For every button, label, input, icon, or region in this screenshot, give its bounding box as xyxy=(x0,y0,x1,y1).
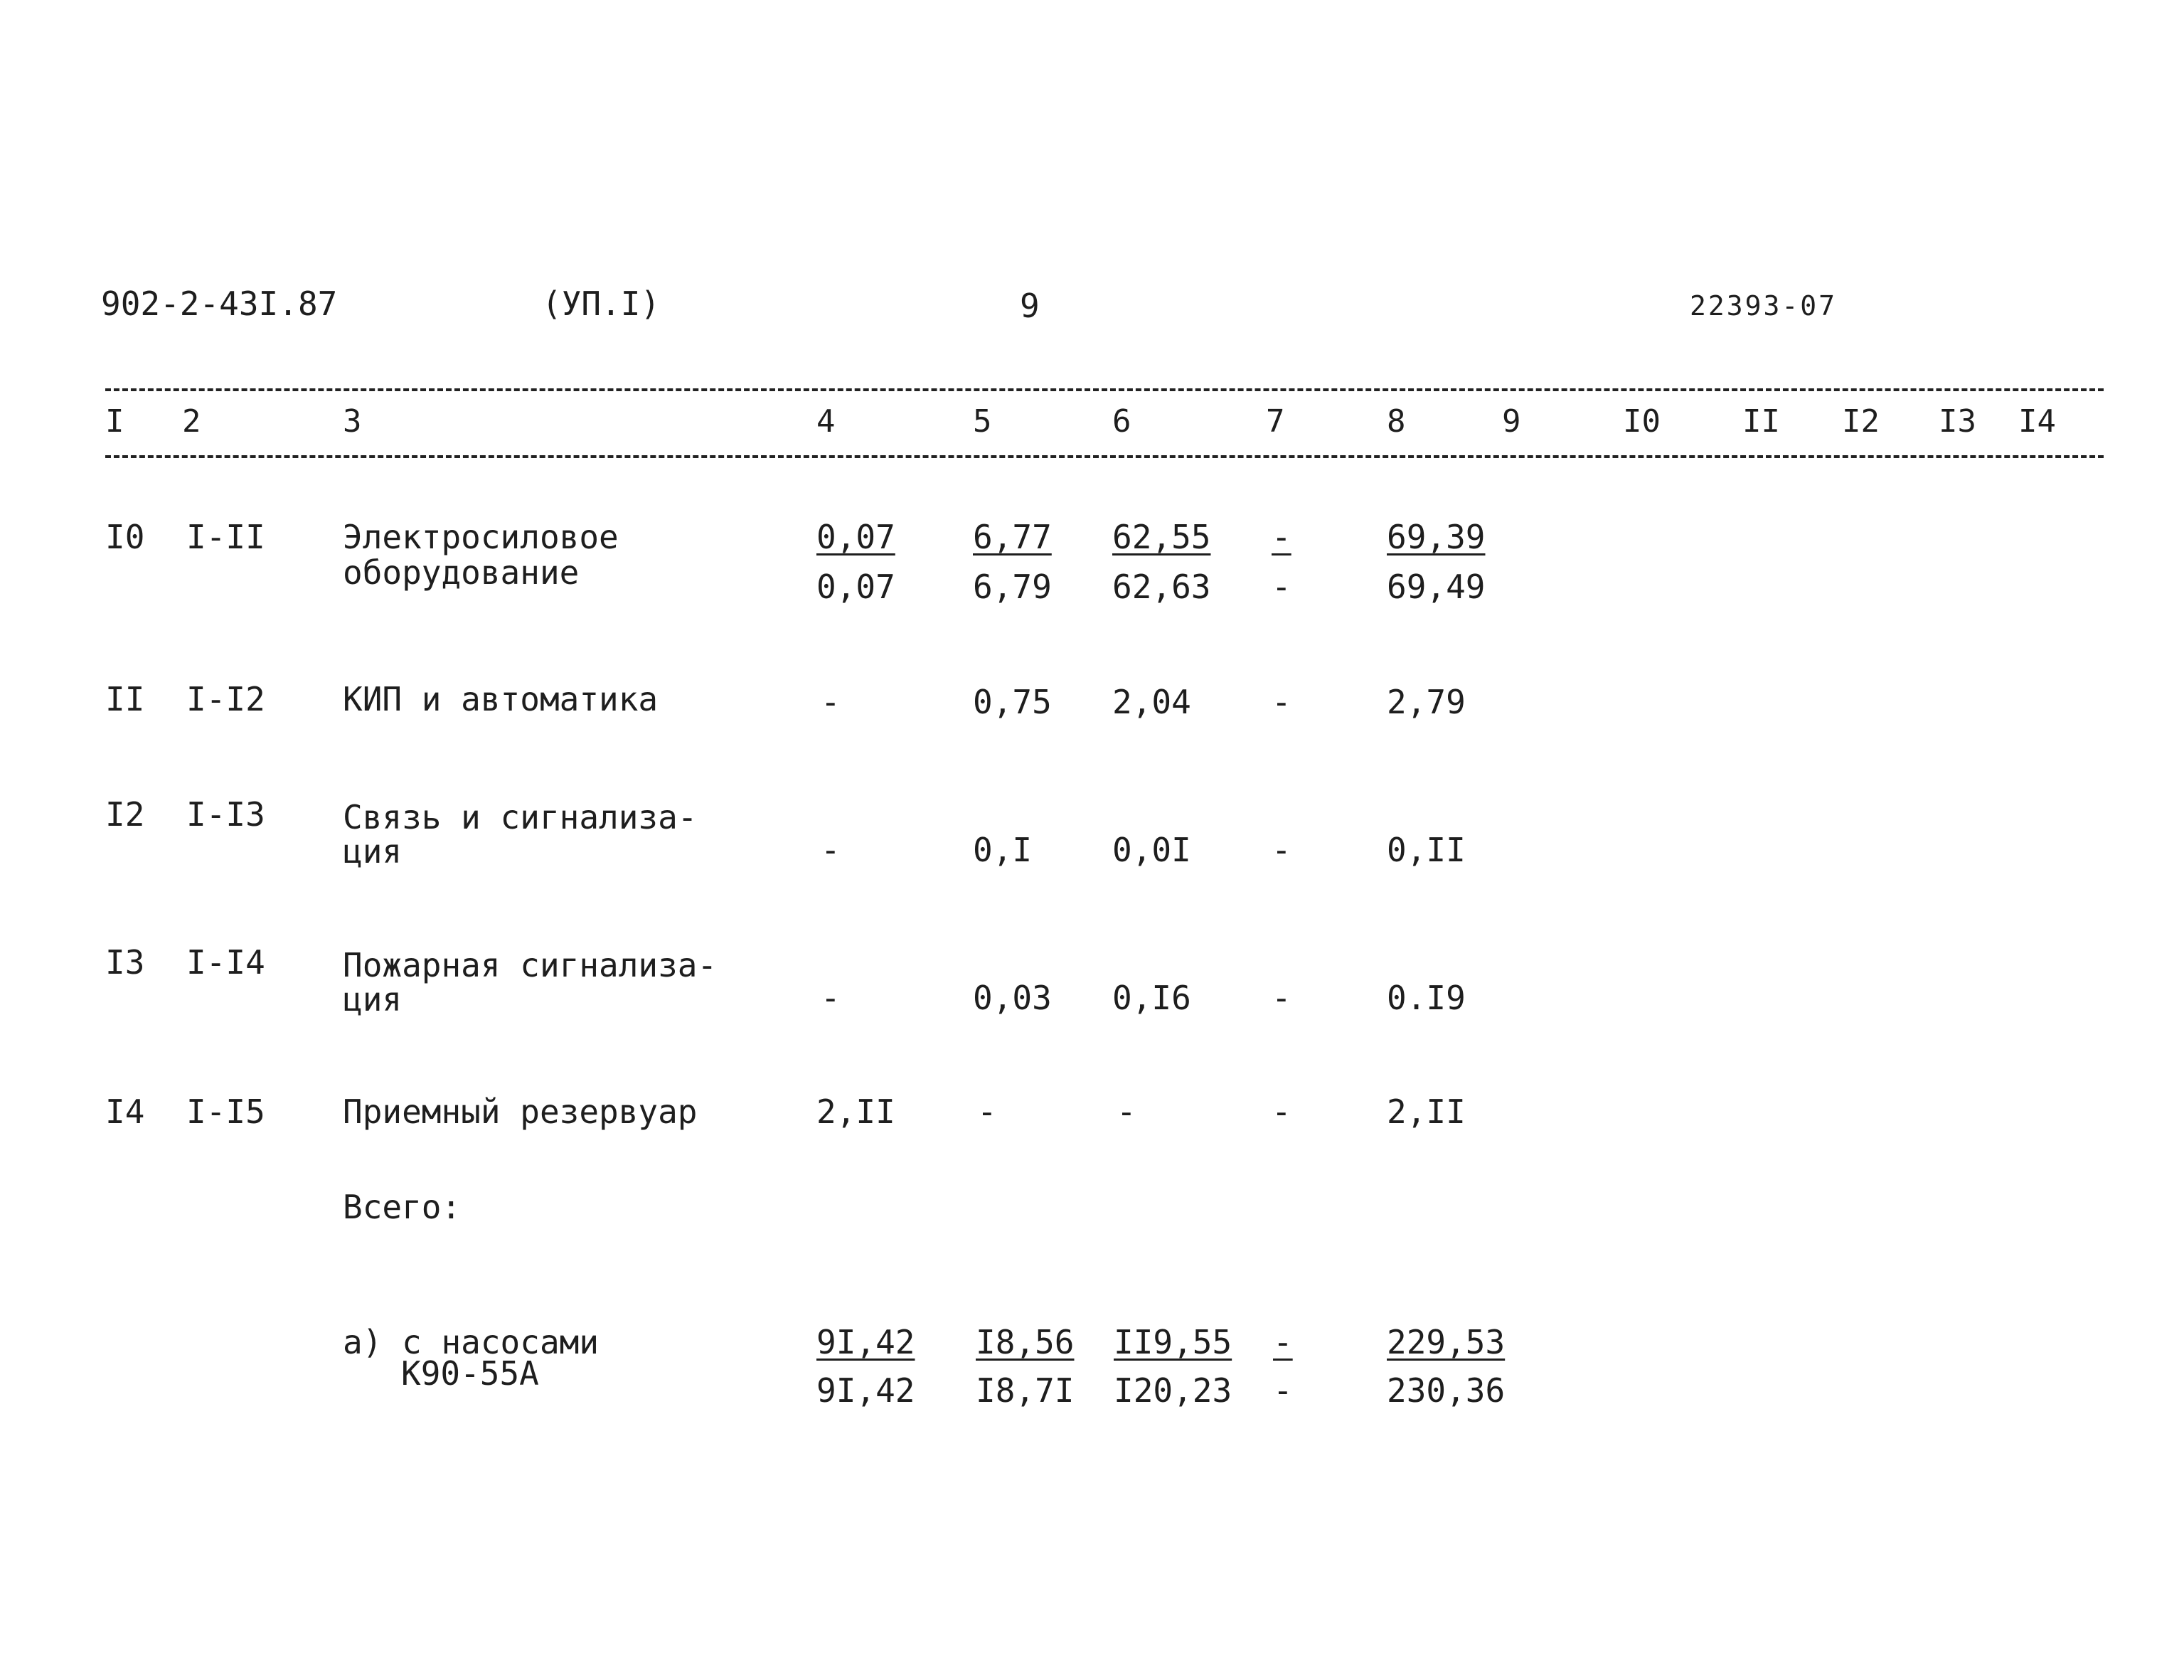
total-label: Всего: xyxy=(343,1188,462,1226)
cell-col6: 0,I6 xyxy=(1112,979,1191,1017)
header-rule-top xyxy=(105,388,2104,391)
section-label: (УП.I) xyxy=(542,285,661,323)
cell-col7: - xyxy=(1272,831,1291,869)
column-header-5: 5 xyxy=(973,403,992,440)
total-subitem-line1: а) с насосами xyxy=(343,1323,600,1361)
total-col4-top: 9I,42 xyxy=(816,1323,915,1361)
cell-col4: - xyxy=(821,831,841,869)
row-name-line1: Приемный резервуар xyxy=(343,1092,698,1131)
total-col8-bottom: 230,36 xyxy=(1387,1371,1506,1410)
column-header-7: 7 xyxy=(1266,403,1285,440)
document-code: 902-2-43I.87 xyxy=(101,285,338,323)
cell-col6-bottom: 62,63 xyxy=(1112,568,1211,606)
cell-col4: - xyxy=(821,979,841,1017)
column-header-14: I4 xyxy=(2018,403,2056,440)
column-header-1: I xyxy=(105,403,124,440)
document-number: 22393-07 xyxy=(1690,290,1838,321)
row-name-line1: Пожарная сигнализа- xyxy=(343,946,718,984)
row-code: I-I2 xyxy=(186,680,265,718)
total-col7-bottom: - xyxy=(1273,1371,1293,1410)
column-header-4: 4 xyxy=(816,403,836,440)
row-name-line2: ция xyxy=(343,980,403,1019)
column-header-13: I3 xyxy=(1939,403,1976,440)
total-col5-bottom: I8,7I xyxy=(976,1371,1075,1410)
cell-col8-top: 69,39 xyxy=(1387,518,1486,556)
cell-col7: - xyxy=(1272,1092,1291,1131)
total-col5-top: I8,56 xyxy=(976,1323,1075,1361)
cell-col6: 0,0I xyxy=(1112,831,1191,869)
row-name-line1: КИП и автоматика xyxy=(343,680,659,718)
column-header-2: 2 xyxy=(182,403,201,440)
cell-col5: - xyxy=(977,1092,997,1131)
cell-col6: 2,04 xyxy=(1112,683,1191,721)
row-code: I-I5 xyxy=(186,1092,265,1131)
cell-col5: 0,I xyxy=(973,831,1033,869)
row-number: I0 xyxy=(105,518,145,556)
cell-col8: 0,II xyxy=(1387,831,1466,869)
cell-col8: 2,79 xyxy=(1387,683,1466,721)
row-number: I2 xyxy=(105,795,145,834)
cell-col4: 2,II xyxy=(816,1092,895,1131)
row-code: I-I3 xyxy=(186,795,265,834)
cell-col4-bottom: 0,07 xyxy=(816,568,895,606)
cell-col8: 0.I9 xyxy=(1387,979,1466,1017)
cell-col4-top: 0,07 xyxy=(816,518,895,556)
cell-col5: 0,75 xyxy=(973,683,1052,721)
cell-col6: - xyxy=(1117,1092,1136,1131)
cell-col6-top: 62,55 xyxy=(1112,518,1211,556)
column-header-9: 9 xyxy=(1502,403,1521,440)
total-subitem-line2: К90-55А xyxy=(401,1354,539,1393)
total-col4-bottom: 9I,42 xyxy=(816,1371,915,1410)
row-name-line1: Электросиловое xyxy=(343,518,619,556)
column-header-12: I2 xyxy=(1842,403,1880,440)
total-col7-top: - xyxy=(1273,1323,1293,1361)
row-code: I-II xyxy=(186,518,265,556)
cell-col8: 2,II xyxy=(1387,1092,1466,1131)
column-header-3: 3 xyxy=(343,403,362,440)
cell-col4: - xyxy=(821,683,841,721)
cell-col7-bottom: - xyxy=(1272,568,1291,606)
page-number: 9 xyxy=(1020,287,1040,325)
cell-col8-bottom: 69,49 xyxy=(1387,568,1486,606)
column-header-8: 8 xyxy=(1387,403,1406,440)
column-header-10: I0 xyxy=(1623,403,1661,440)
cell-col5: 0,03 xyxy=(973,979,1052,1017)
row-number: II xyxy=(105,680,145,718)
row-name-line2: ция xyxy=(343,832,403,871)
cell-col5-bottom: 6,79 xyxy=(973,568,1052,606)
cell-col7: - xyxy=(1272,979,1291,1017)
column-header-11: II xyxy=(1742,403,1780,440)
column-header-6: 6 xyxy=(1112,403,1131,440)
cell-col7: - xyxy=(1272,683,1291,721)
row-name-line1: Связь и сигнализа- xyxy=(343,798,698,836)
row-code: I-I4 xyxy=(186,943,265,982)
total-col6-top: II9,55 xyxy=(1114,1323,1232,1361)
row-number: I3 xyxy=(105,943,145,982)
total-col6-bottom: I20,23 xyxy=(1114,1371,1232,1410)
total-col8-top: 229,53 xyxy=(1387,1323,1506,1361)
cell-col5-top: 6,77 xyxy=(973,518,1052,556)
cell-col7-top: - xyxy=(1272,518,1291,556)
row-number: I4 xyxy=(105,1092,145,1131)
header-rule-bottom xyxy=(105,455,2104,458)
row-name-line2: оборудование xyxy=(343,553,580,592)
